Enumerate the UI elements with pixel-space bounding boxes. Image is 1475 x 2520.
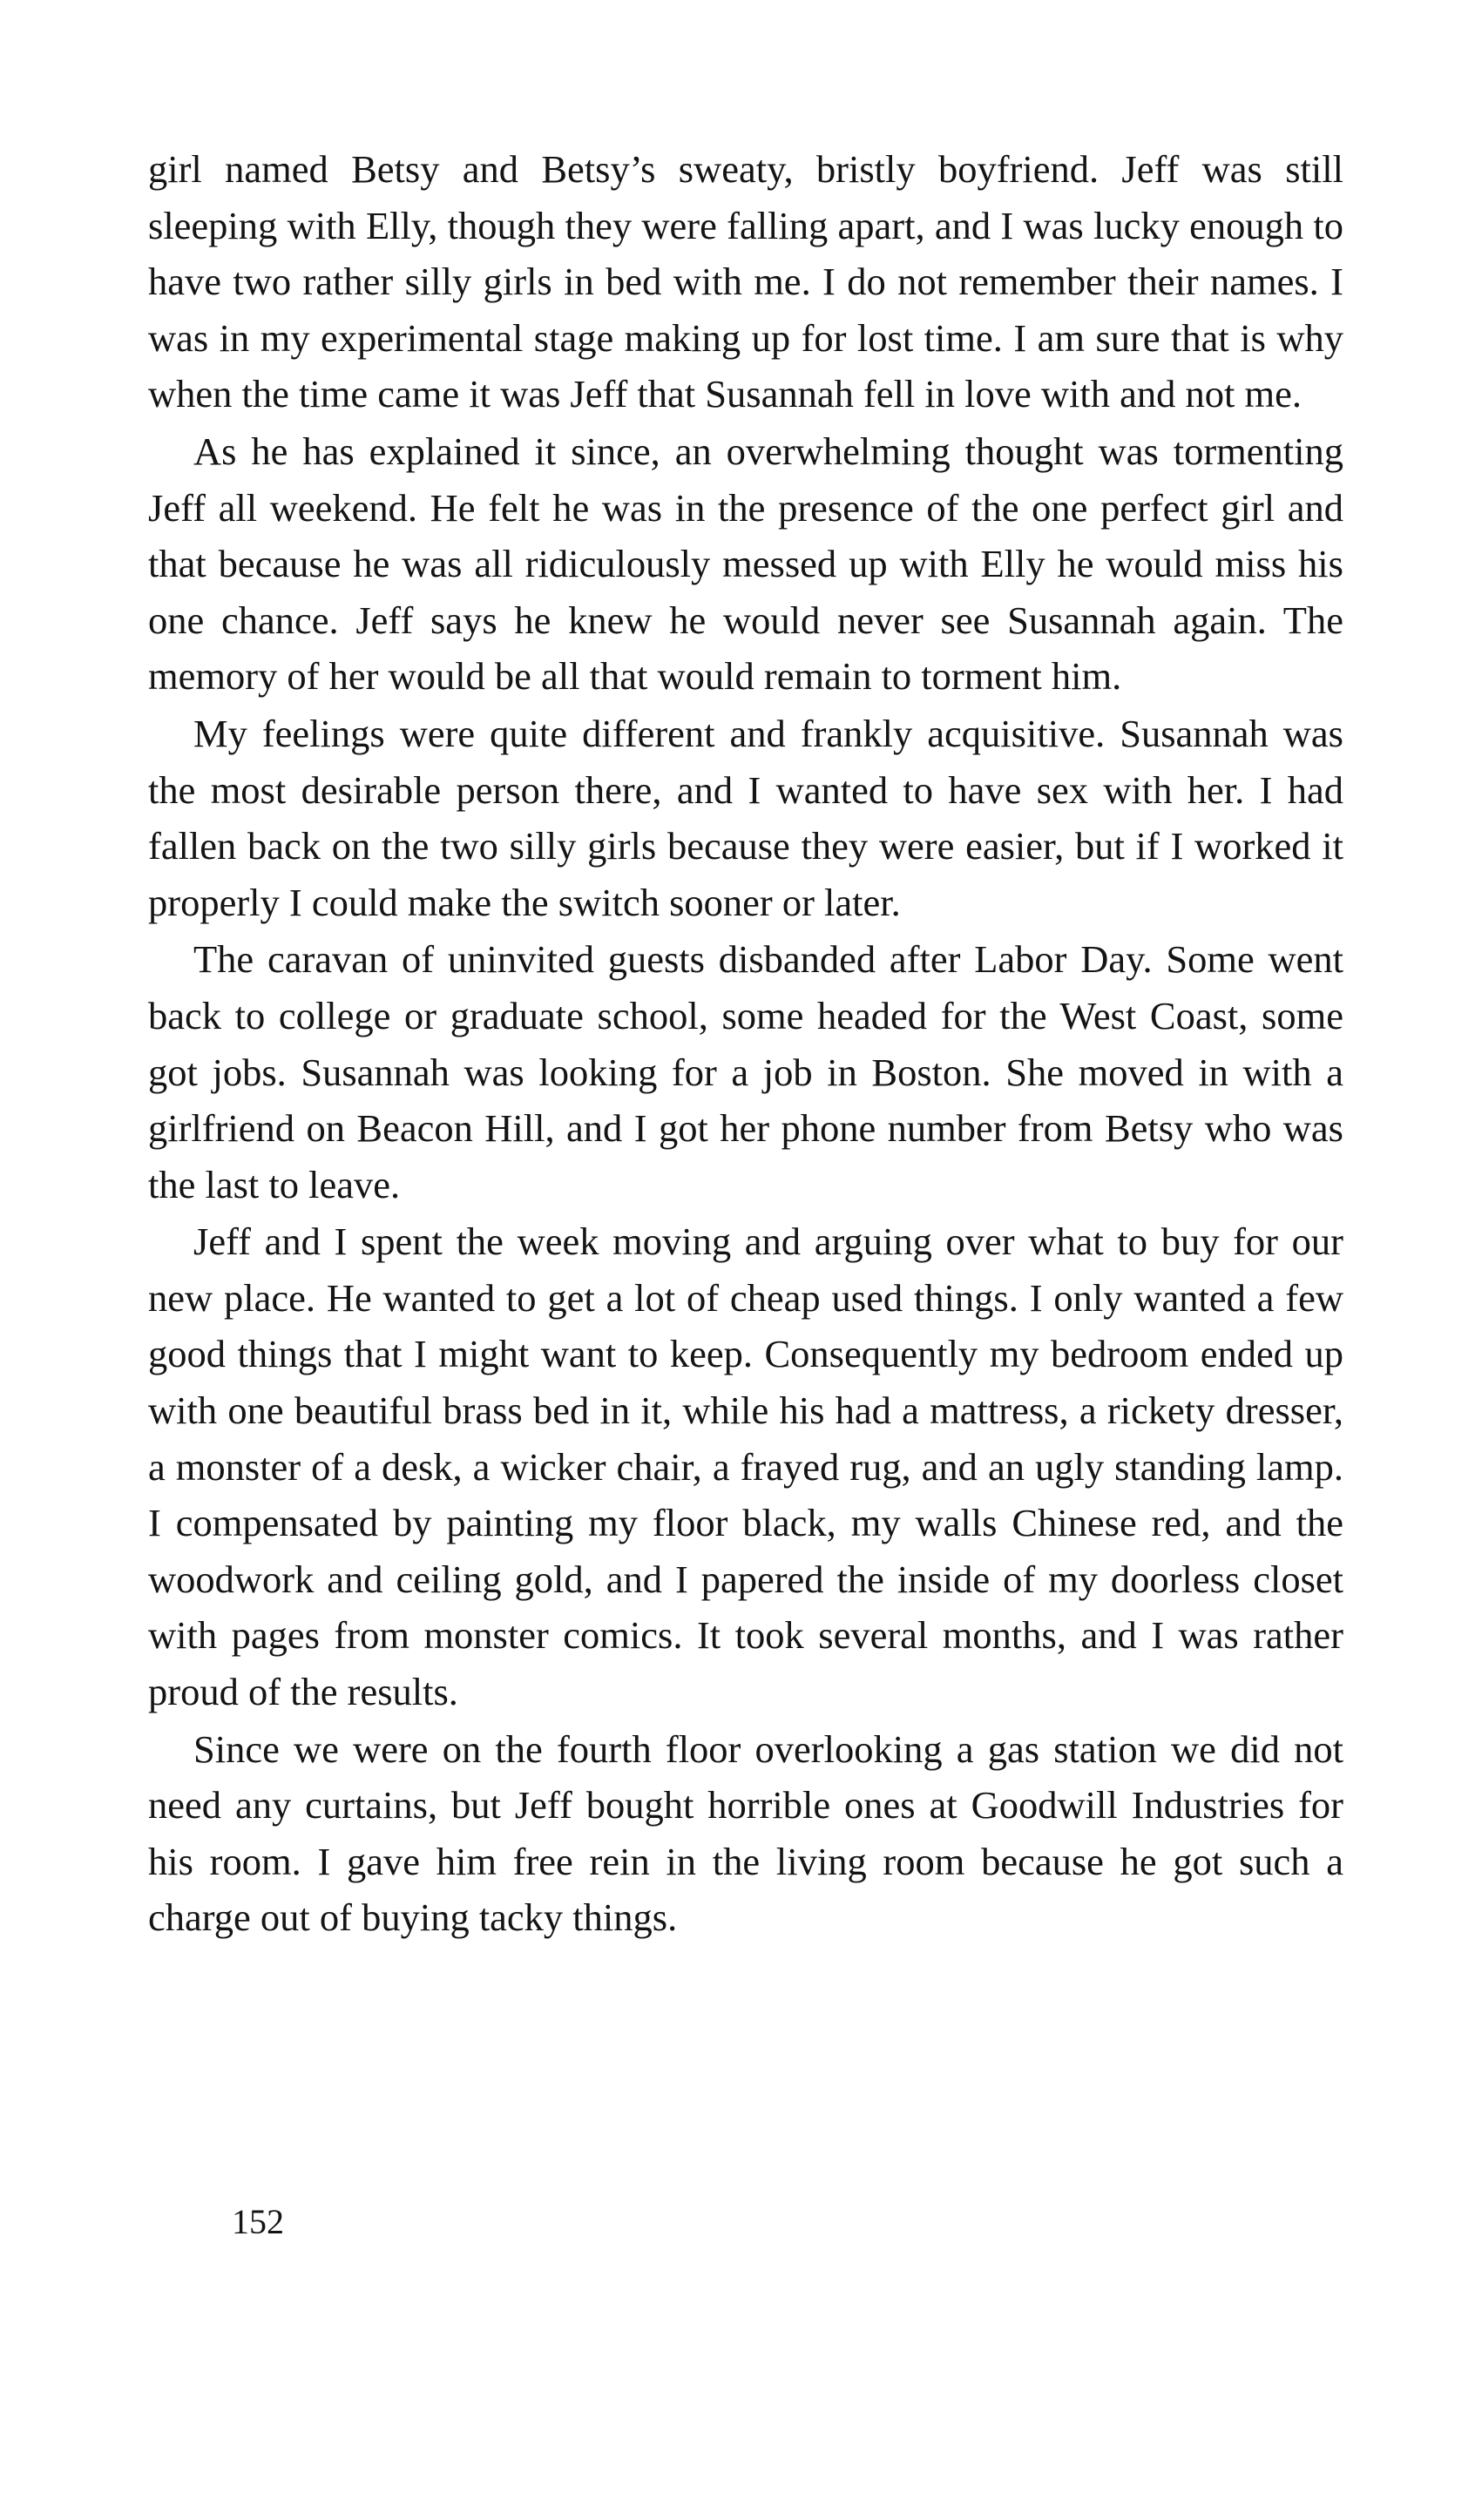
paragraph-4: The caravan of uninvited guests disbanded after Labor Day. Some went back to college or graduate school, some headed for the West Coast, some got jobs. Susannah was looking for a job in Boston. She moved in with a girlfriend on Beacon Hill, and I got her phone number from Betsy who was the last to leave.: [148, 937, 1343, 1206]
paragraph-5: Jeff and I spent the week moving and arguing over what to buy for our new place. He wanted to get a lot of cheap used things. I only wanted a few good things that I might want to keep. Consequently my bedroom ended up with one beautiful brass bed in it, while his had a mattress, a rickety dresser, a monster of a desk, a wicker chair, a frayed rug, and an ugly standing lamp. I compensated by painting my floor black, my walls Chinese red, and the woodwork and ceiling gold, and I papered the inside of my doorless closet with pages from monster comics. It took several months, and I was rather proud of the results.: [148, 1219, 1343, 1714]
paragraph-6: Since we were on the fourth floor overlooking a gas station we did not need any curtains, but Jeff bought horrible ones at Goodwill Industries for his room. I gave him free rein in the living room because he got such a charge out of buying tacky things.: [148, 1726, 1343, 1940]
body-text: [148, 141, 1343, 1946]
paragraph-3: My feelings were quite different and frankly acquisitive. Susannah was the most desirable person there, and I wanted to have sex with her. I had fallen back on the two silly girls because they were easier, but if I worked it properly I could make the switch sooner or later.: [148, 711, 1343, 924]
paragraph-1: girl named Betsy and Betsy’s sweaty, bristly boyfriend. Jeff was still sleeping with Elly, though they were falling apart, and I was lucky enough to have two rather silly girls in bed with me. I do not remember their names. I was in my experimental stage making up for lost time. I am sure that is why when the time came it was Jeff that Susannah fell in love with and not me.: [148, 147, 1343, 416]
paragraph-2: As he has explained it since, an overwhelming thought was tormenting Jeff all weekend. He felt he was in the presence of the one perfect girl and that because he was all ridiculously messed up with Elly he would miss his one chance. Jeff says he knew he would never see Susannah again. The memory of her would be all that would remain to torment him.: [148, 429, 1343, 699]
page-number: 152: [232, 2202, 284, 2241]
